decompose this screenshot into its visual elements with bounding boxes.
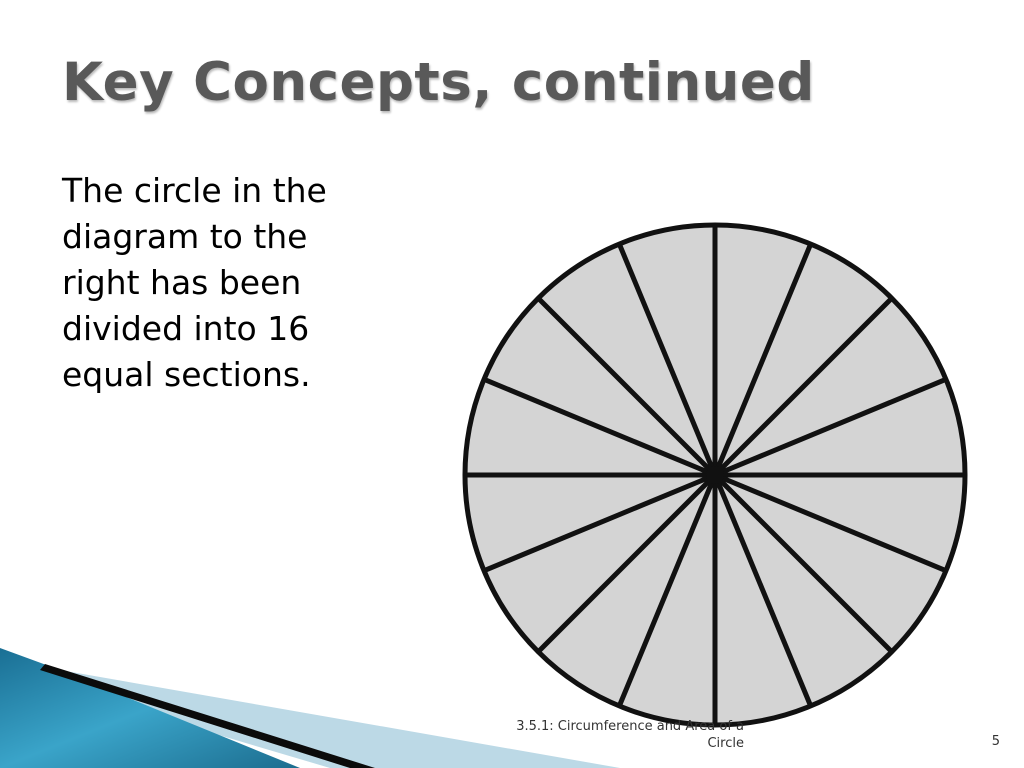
page-number: 5 <box>991 734 1000 749</box>
slide-footer: 3.5.1: Circumference and Area of a Circle <box>516 719 744 751</box>
slide-title: Key Concepts, continued <box>62 52 815 113</box>
circle-center-point <box>706 466 724 484</box>
slide-body-text: The circle in the diagram to the right has been divided into 16 equal sections. <box>62 171 327 394</box>
